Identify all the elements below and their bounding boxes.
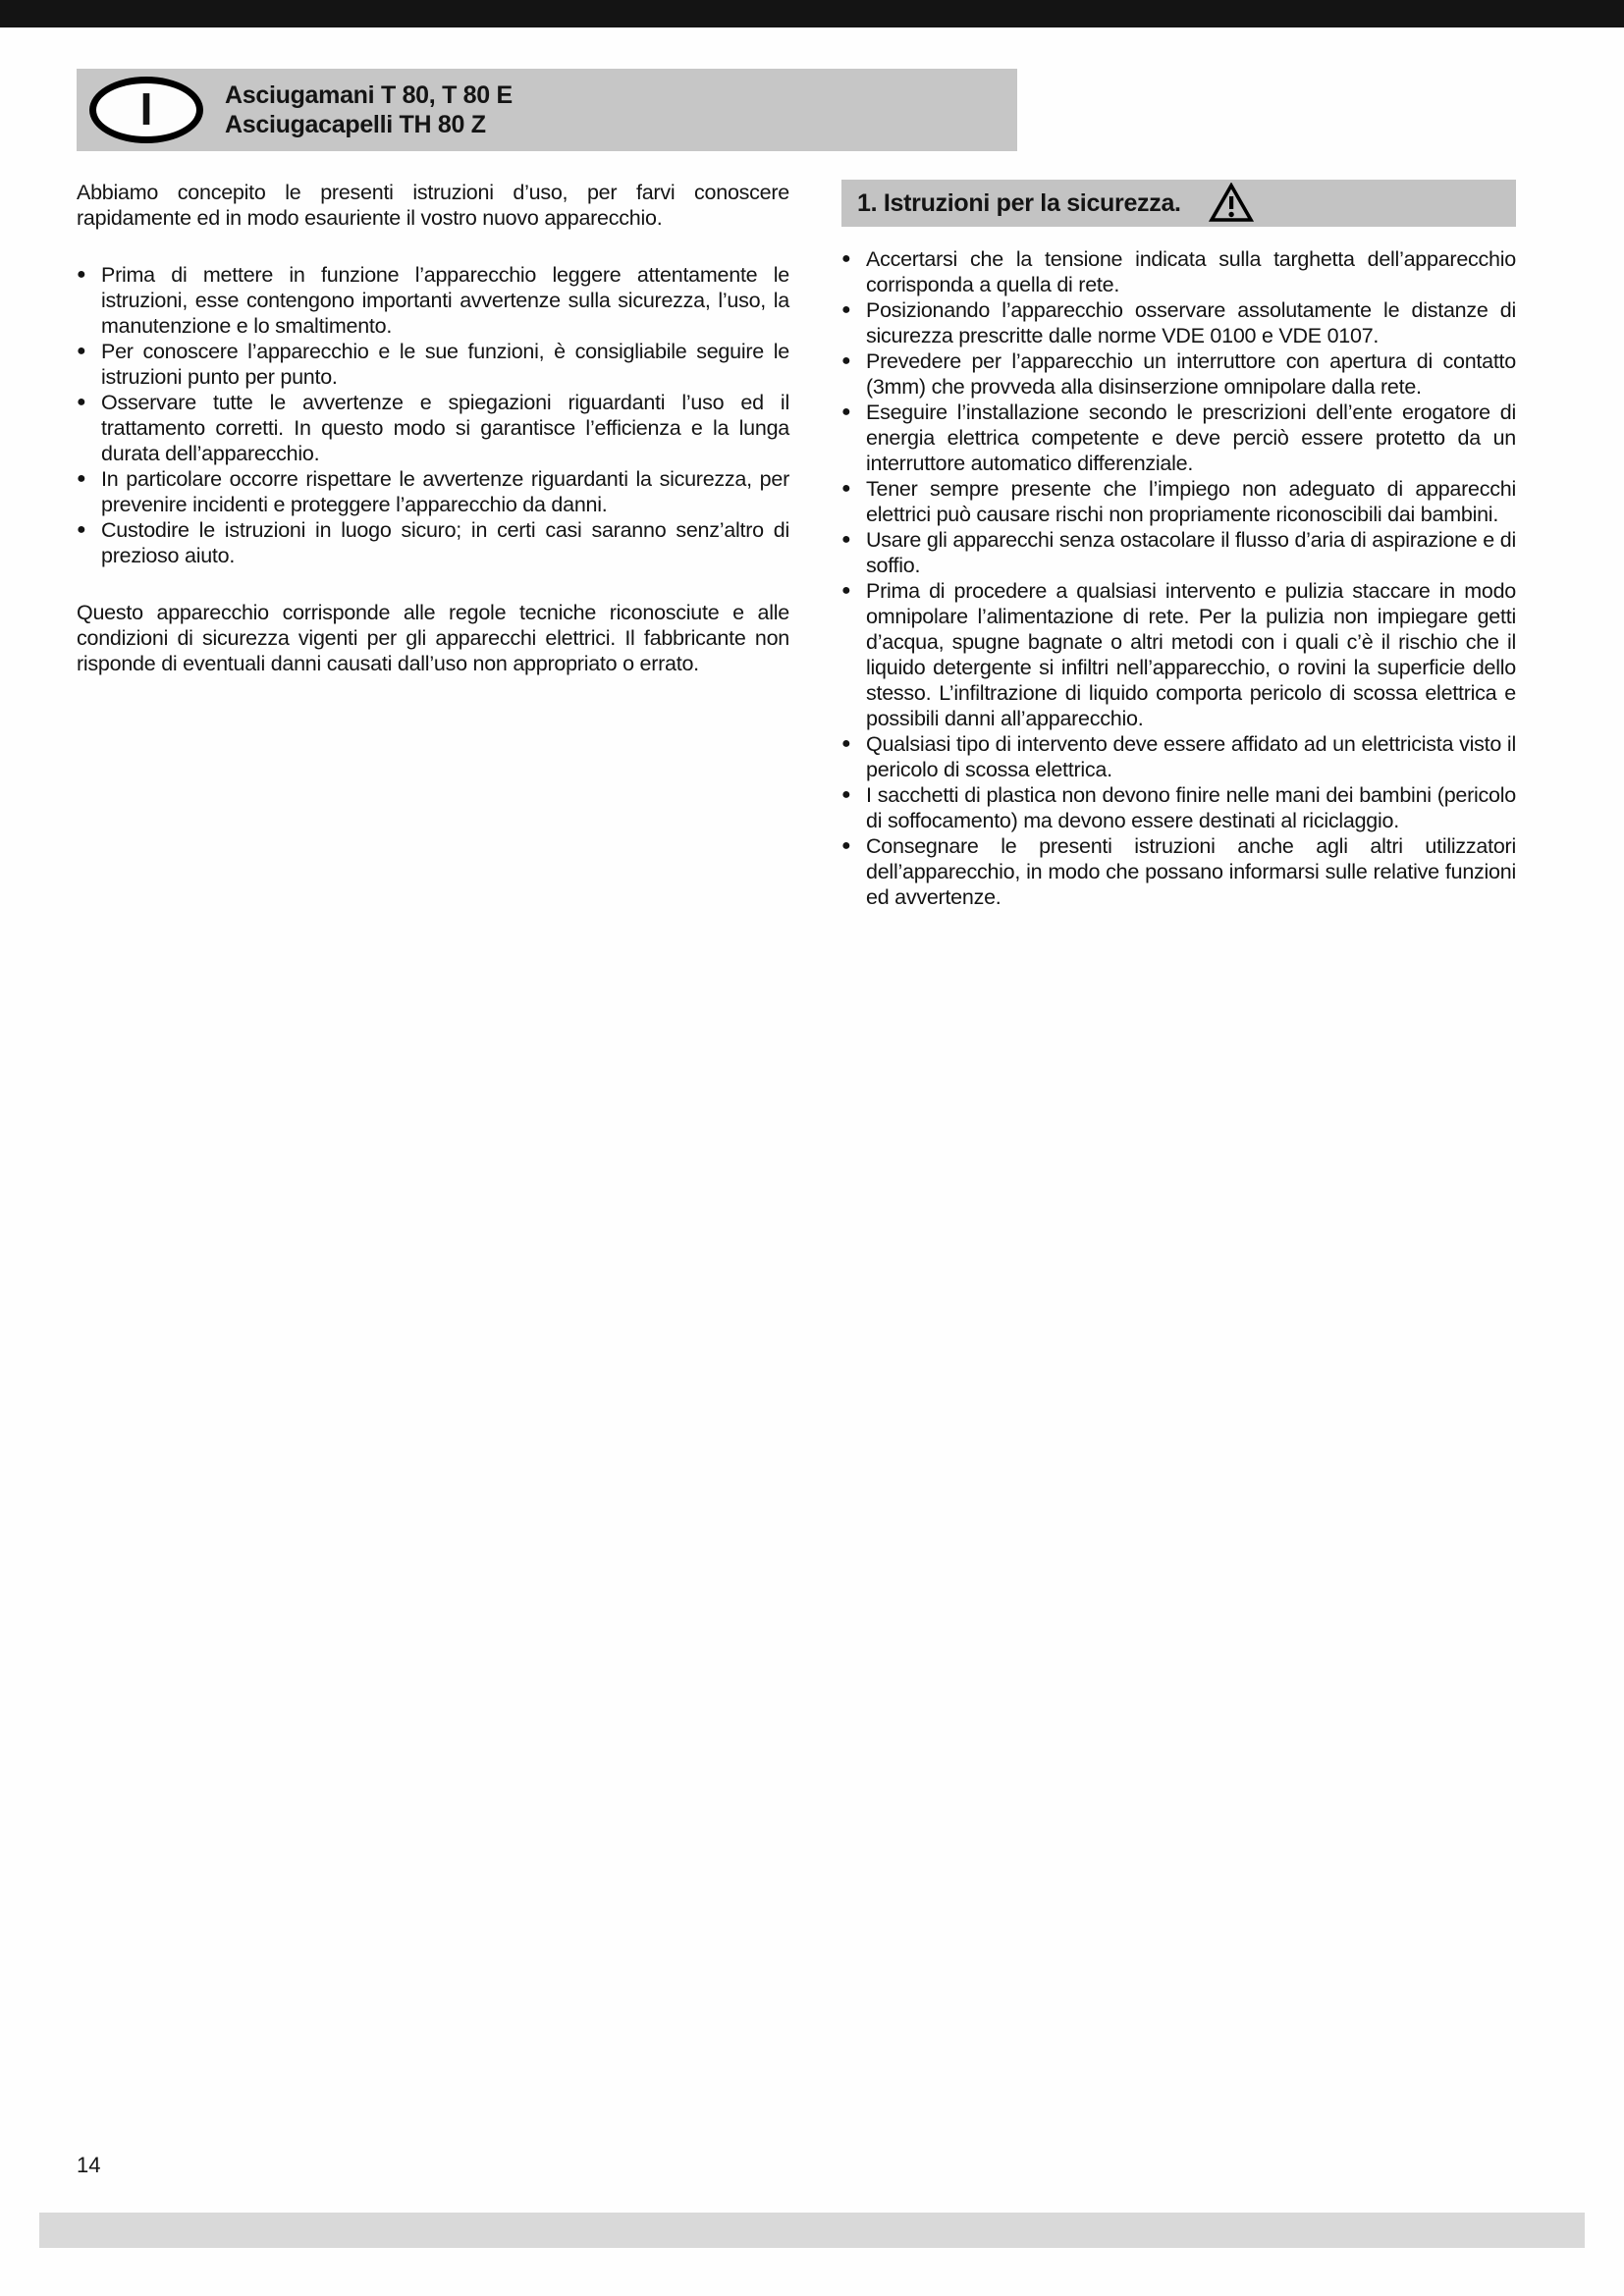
bullet-icon: ● [77, 394, 86, 410]
right-column [841, 180, 1516, 910]
list-item-text: Prima di procedere a qualsiasi intervento e pulizia staccare in modo omnipolare l’alimentazione di rete. Per la pulizia non impiegare getti d’acqua, spugne bagnate o altri metodi con i quali c’è il rischio che il liquido detergente si infiltri nell’apparecchio, o rovini la superficie dello stesso. L’infiltrazione di liquido comporta pericolo di scossa elettrica e possibili danni all’apparecchio. [866, 579, 1516, 730]
bullet-icon: ● [841, 735, 851, 752]
bullet-icon: ● [841, 786, 851, 803]
list-item [841, 476, 1516, 527]
bullet-icon: ● [841, 301, 851, 318]
bullet-icon: ● [77, 266, 86, 283]
list-item-text: Prima di mettere in funzione l’apparecchio leggere attentamente le istruzioni, esse contengono importanti avvertenze sulla sicurezza, l’uso, la manutenzione e lo smaltimento. [101, 263, 789, 338]
safety-section-title: 1. Istruzioni per la sicurezza. [857, 189, 1181, 217]
product-title-line2: Asciugacapelli TH 80 Z [225, 111, 486, 138]
list-item [77, 262, 789, 339]
bullet-icon: ● [841, 531, 851, 548]
list-item-text: Osservare tutte le avvertenze e spiegazioni riguardanti l’uso ed il trattamento corretti. In questo modo si garantisce l’efficienza e la lunga durata dell’apparecchio. [101, 391, 789, 465]
list-item [841, 731, 1516, 782]
list-item [77, 517, 789, 568]
list-item-text: In particolare occorre rispettare le avvertenze riguardanti la sicurezza, per prevenire incidenti e proteggere l’apparecchio da danni. [101, 467, 789, 516]
bullet-icon: ● [841, 837, 851, 854]
list-item [77, 390, 789, 466]
list-item [841, 246, 1516, 297]
list-item [77, 339, 789, 390]
list-item-text: Accertarsi che la tensione indicata sulla targhetta dell’apparecchio corrisponda a quella di rete. [866, 247, 1516, 296]
list-item-text: Eseguire l’installazione secondo le prescrizioni dell’ente erogatore di energia elettrica competente e deve perciò essere protetto da un interruttore automatico differenziale. [866, 400, 1516, 475]
bottom-scan-bar [39, 2213, 1585, 2248]
bullet-icon: ● [841, 352, 851, 369]
list-item-text: Consegnare le presenti istruzioni anche agli altri utilizzatori dell’apparecchio, in modo che possano informarsi sulle relative funzioni ed avvertenze. [866, 834, 1516, 909]
list-item-text: Custodire le istruzioni in luogo sicuro; in certi casi saranno senz’altro di prezioso aiuto. [101, 518, 789, 567]
top-scan-bar [0, 0, 1624, 27]
page-header [77, 69, 1017, 151]
list-item-text: I sacchetti di plastica non devono finire nelle mani dei bambini (pericolo di soffocamento) ma devono essere destinati al riciclaggio. [866, 783, 1516, 832]
conformity-paragraph: Questo apparecchio corrisponde alle regole tecniche riconosciute e alle condizioni di sicurezza vigenti per gli apparecchi elettrici. Il fabbricante non risponde di eventuali danni causati dall’uso non appropriato o errato. [77, 601, 789, 675]
language-badge-letter: I [139, 82, 153, 134]
list-item-text: Tener sempre presente che l’impiego non adeguato di apparecchi elettrici può causare rischi non propriamente riconoscibili dai bambini. [866, 477, 1516, 526]
bullet-icon: ● [77, 521, 86, 538]
list-item-text: Prevedere per l’apparecchio un interruttore con apertura di contatto (3mm) che provveda alla disinserzione omnipolare dalla rete. [866, 349, 1516, 399]
list-item [841, 400, 1516, 476]
list-item [841, 578, 1516, 731]
product-title [225, 80, 513, 139]
list-item [841, 348, 1516, 400]
intro-paragraph: Abbiamo concepito le presenti istruzioni d’uso, per farvi conoscere rapidamente ed in modo esauriente il vostro nuovo apparecchio. [77, 181, 789, 230]
list-item [841, 527, 1516, 578]
page-number: 14 [77, 2153, 101, 2177]
bullet-icon: ● [77, 343, 86, 359]
list-item [841, 782, 1516, 833]
list-item [77, 466, 789, 517]
left-column [77, 180, 789, 676]
bullet-icon: ● [841, 582, 851, 599]
list-item-text: Per conoscere l’apparecchio e le sue funzioni, è consigliabile seguire le istruzioni punto per punto. [101, 340, 789, 389]
warning-triangle-icon [1209, 183, 1254, 224]
safety-instructions-list [841, 246, 1516, 910]
bullet-icon: ● [841, 403, 851, 420]
safety-section-header [841, 180, 1516, 227]
general-instructions-list [77, 262, 789, 568]
language-badge [89, 77, 203, 143]
list-item [841, 833, 1516, 910]
bullet-icon: ● [77, 470, 86, 487]
bullet-icon: ● [841, 480, 851, 497]
list-item-text: Usare gli apparecchi senza ostacolare il flusso d’aria di aspirazione e di soffio. [866, 528, 1516, 577]
list-item-text: Qualsiasi tipo di intervento deve essere affidato ad un elettricista visto il pericolo di scossa elettrica. [866, 732, 1516, 781]
list-item [841, 297, 1516, 348]
list-item-text: Posizionando l’apparecchio osservare assolutamente le distanze di sicurezza prescritte dalle norme VDE 0100 e VDE 0107. [866, 298, 1516, 347]
bullet-icon: ● [841, 250, 851, 267]
product-title-line1: Asciugamani T 80, T 80 E [225, 81, 513, 109]
